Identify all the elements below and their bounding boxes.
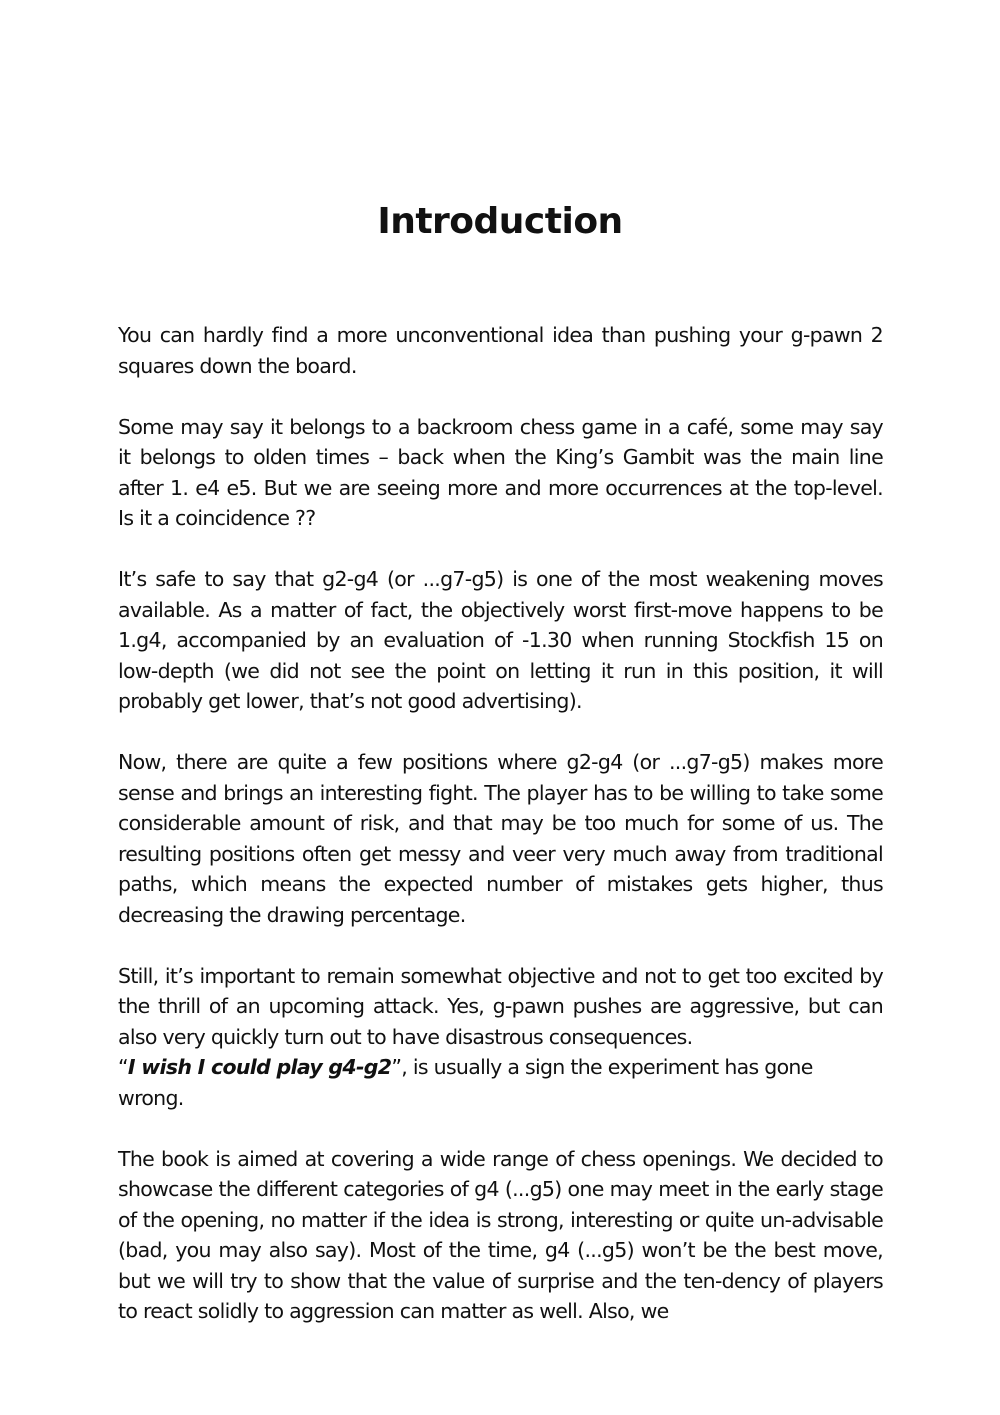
quote-emphasis: I wish I could play g4-g2 (127, 1055, 392, 1079)
paragraph-5: Still, it’s important to remain somewhat objective and not to get too excited by the thrill of an upcoming attack. Yes, g-pawn pushes are aggressive, but can also very quickly turn out to have disastrous consequences. (118, 963, 883, 1049)
quote-open-mark: “ (118, 1055, 128, 1079)
quote-line (118, 1052, 883, 1113)
paragraph-4: Now, there are quite a few positions where g2-g4 (or ...g7-g5) makes more sense and brings an interesting fight. The player has to be willing to take some considerable amount of risk, and that may be too much for some of us. The resulting positions often get messy and veer very much away from traditional paths, which means the expected number of mistakes gets higher, thus decreasing the drawing percentage. (118, 750, 883, 927)
paragraph-1: You can hardly find a more unconventional idea than pushing your g-pawn 2 squares down the board. (118, 323, 883, 378)
page-title: Introduction (377, 201, 623, 242)
quote-rest: ”, is usually a sign the experiment has gone wrong. (118, 1055, 813, 1110)
paragraph-5-block (118, 961, 883, 1114)
body-text (118, 320, 883, 1357)
paragraph-6: The book is aimed at covering a wide range of chess openings. We decided to showcase the different categories of g4 (...g5) one may meet in the early stage of the opening, no matter if the idea is strong, interesting or quite un-advisable (bad, you may also say). Most of the time, g4 (...g5) won’t be the best move, but we will try to show that the value of surprise and the ten-dency of players to react solidly to aggression can matter as well. Also, we (118, 1146, 883, 1323)
paragraph-3: It’s safe to say that g2-g4 (or ...g7-g5) is one of the most weakening moves available. As a matter of fact, the objectively worst first-move happens to be 1.g4, accompanied by an evaluation of -1.30 when running Stockfish 15 on low-depth (we did not see the point on letting it run in this position, it will probably get lower, that’s not good advertising). (118, 567, 883, 713)
paragraph-2: Some may say it belongs to a backroom chess game in a café, some may say it belongs to olden times – back when the King’s Gambit was the main line after 1. e4 e5. But we are seeing more and more occurrences at the top-level. Is it a coincidence ?? (118, 414, 883, 530)
